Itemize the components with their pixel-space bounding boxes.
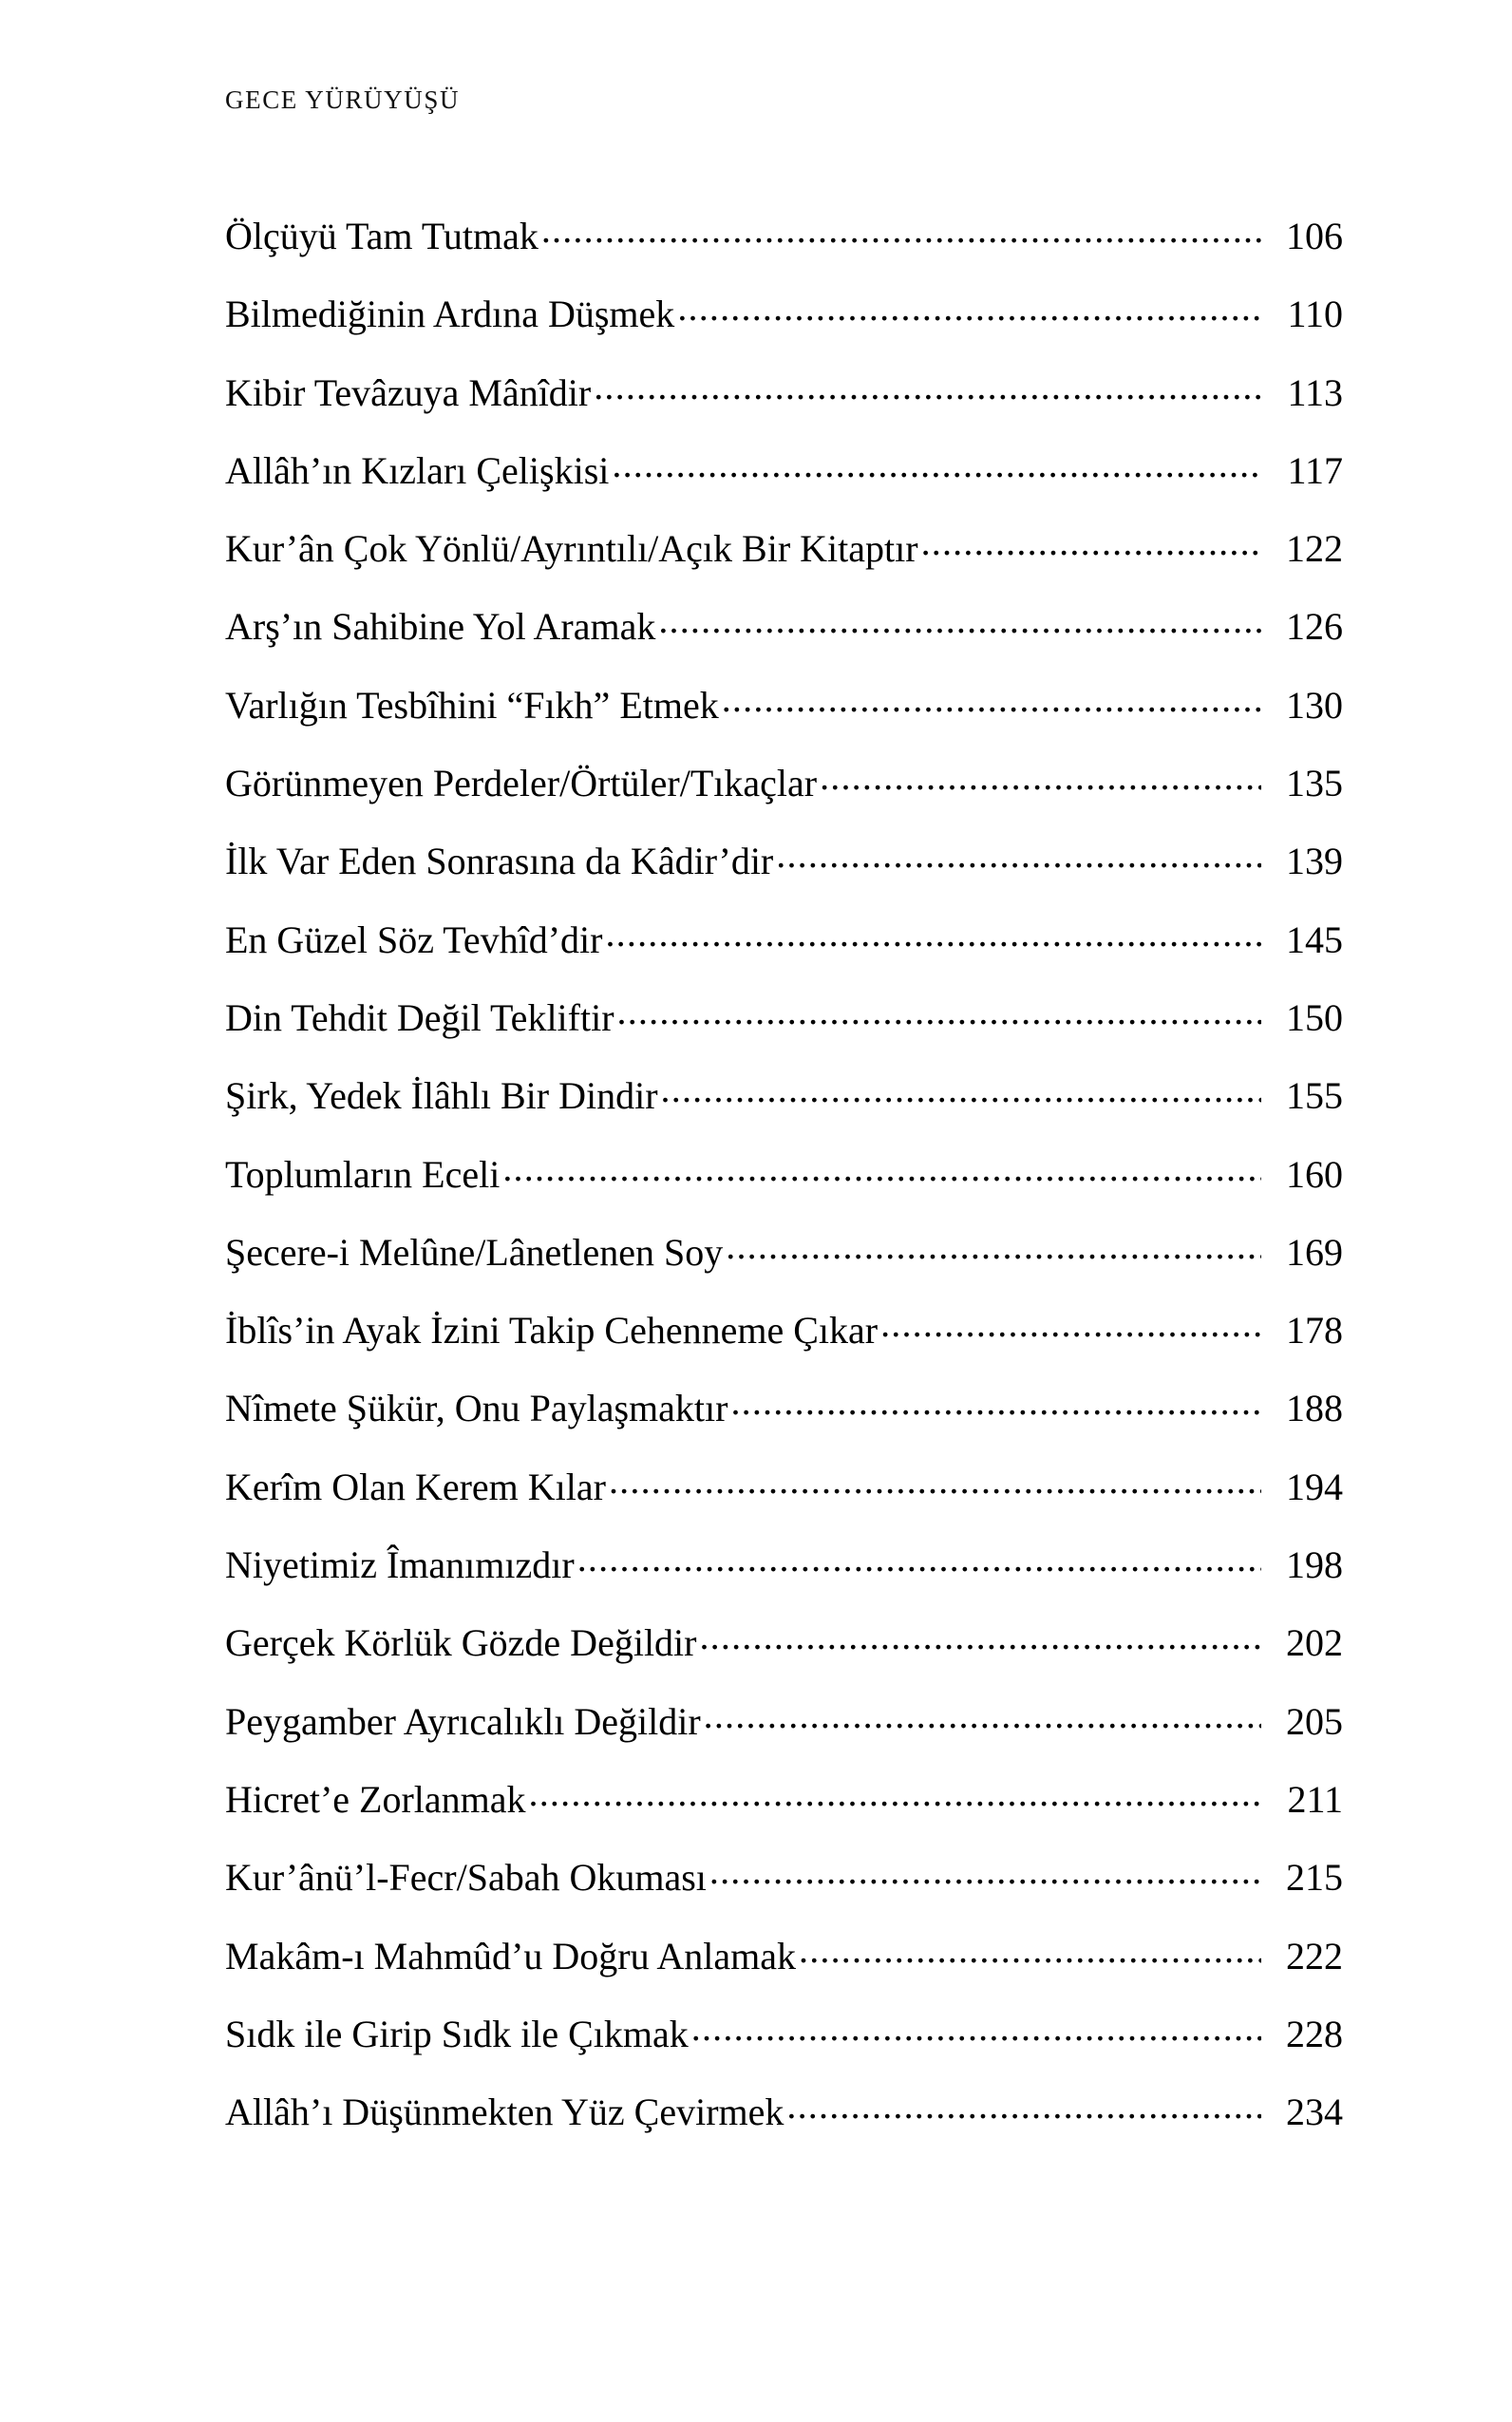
toc-entry[interactable] — [225, 1383, 1343, 1461]
toc-entry[interactable] — [225, 2009, 1343, 2087]
toc-entry-title: Nîmete Şükür, Onu Paylaşmaktır — [225, 1387, 728, 1430]
toc-dot-leader — [776, 836, 1261, 874]
toc-entry-page-number: 110 — [1287, 293, 1343, 336]
toc-entry-title: İblîs’in Ayak İzini Takip Cehenneme Çıkar — [225, 1309, 879, 1353]
toc-entry-page-number: 126 — [1286, 605, 1343, 649]
toc-dot-leader — [704, 1696, 1261, 1734]
toc-entry-title: Niyetimiz Îmanımızdır — [225, 1543, 575, 1587]
toc-entry[interactable] — [225, 289, 1343, 367]
toc-entry[interactable] — [225, 1305, 1343, 1383]
toc-entry[interactable] — [225, 680, 1343, 758]
toc-entry[interactable] — [225, 993, 1343, 1070]
toc-entry-title: Hicret’e Zorlanmak — [225, 1777, 526, 1821]
toc-entry[interactable] — [225, 1774, 1343, 1852]
toc-dot-leader — [691, 2009, 1261, 2047]
toc-dot-leader — [605, 915, 1261, 953]
toc-dot-leader — [880, 1305, 1261, 1343]
toc-dot-leader — [502, 1149, 1261, 1187]
toc-entry-title: Bilmediğinin Ardına Düşmek — [225, 293, 675, 336]
toc-entry[interactable] — [225, 2087, 1343, 2165]
toc-entry[interactable] — [225, 1618, 1343, 1695]
toc-entry-page-number: 113 — [1287, 370, 1343, 414]
toc-entry-title: Şirk, Yedek İlâhlı Bir Dindir — [225, 1074, 658, 1118]
toc-entry-title: Allâh’ın Kızları Çelişkisi — [225, 448, 610, 492]
toc-entry-page-number: 198 — [1286, 1543, 1343, 1587]
toc-entry[interactable] — [225, 1227, 1343, 1305]
toc-dot-leader — [799, 1931, 1261, 1969]
toc-dot-leader — [529, 1774, 1261, 1812]
toc-entry-title: Kur’ânü’l-Fecr/Sabah Okuması — [225, 1856, 707, 1900]
toc-entry-page-number: 215 — [1286, 1856, 1343, 1900]
toc-entry-title: Sıdk ile Girip Sıdk ile Çıkmak — [225, 2012, 689, 2055]
toc-dot-leader — [726, 1227, 1261, 1265]
toc-entry[interactable] — [225, 1070, 1343, 1148]
toc-dot-leader — [594, 368, 1261, 406]
toc-entry[interactable] — [225, 1149, 1343, 1227]
toc-dot-leader — [722, 680, 1261, 718]
toc-entry-title: Makâm-ı Mahmûd’u Doğru Anlamak — [225, 1934, 796, 1977]
toc-entry[interactable] — [225, 1540, 1343, 1618]
toc-entry[interactable] — [225, 211, 1343, 289]
toc-entry[interactable] — [225, 523, 1343, 601]
table-of-contents — [225, 211, 1343, 2165]
toc-entry-page-number: 145 — [1286, 918, 1343, 961]
toc-entry-title: Kibir Tevâzuya Mânîdir — [225, 370, 592, 414]
toc-entry-page-number: 211 — [1287, 1777, 1343, 1821]
toc-entry-page-number: 222 — [1286, 1934, 1343, 1977]
toc-entry-page-number: 160 — [1286, 1152, 1343, 1196]
toc-dot-leader — [730, 1383, 1261, 1421]
toc-entry-page-number: 205 — [1286, 1699, 1343, 1743]
toc-entry-title: İlk Var Eden Sonrasına da Kâdir’dir — [225, 840, 774, 883]
toc-dot-leader — [677, 289, 1261, 327]
toc-entry-title: Ölçüyü Tam Tutmak — [225, 215, 539, 257]
toc-dot-leader — [699, 1618, 1261, 1656]
toc-entry[interactable] — [225, 445, 1343, 523]
toc-entry[interactable] — [225, 1931, 1343, 2009]
toc-dot-leader — [577, 1540, 1261, 1578]
toc-entry-title: Gerçek Körlük Gözde Değildir — [225, 1621, 697, 1665]
toc-entry-page-number: 150 — [1286, 995, 1343, 1039]
toc-dot-leader — [658, 601, 1261, 639]
toc-entry-page-number: 117 — [1287, 448, 1343, 492]
toc-entry-title: Toplumların Eceli — [225, 1152, 501, 1196]
toc-dot-leader — [786, 2087, 1261, 2125]
toc-entry-page-number: 188 — [1286, 1387, 1343, 1430]
toc-entry-page-number: 130 — [1286, 683, 1343, 727]
toc-entry-title: En Güzel Söz Tevhîd’dir — [225, 918, 603, 961]
toc-dot-leader — [609, 1462, 1261, 1500]
toc-entry-page-number: 194 — [1286, 1465, 1343, 1508]
toc-entry-page-number: 178 — [1286, 1309, 1343, 1353]
toc-entry[interactable] — [225, 368, 1343, 445]
toc-entry-page-number: 135 — [1286, 762, 1343, 805]
toc-entry[interactable] — [225, 915, 1343, 993]
toc-entry[interactable] — [225, 1696, 1343, 1774]
toc-entry-title: Kerîm Olan Kerem Kılar — [225, 1465, 606, 1508]
toc-entry-title: Görünmeyen Perdeler/Örtüler/Tıkaçlar — [225, 762, 818, 805]
toc-entry[interactable] — [225, 1462, 1343, 1540]
toc-entry-page-number: 228 — [1286, 2012, 1343, 2055]
toc-entry-page-number: 106 — [1286, 215, 1343, 257]
toc-dot-leader — [921, 523, 1261, 561]
toc-entry-title: Din Tehdit Değil Tekliftir — [225, 995, 614, 1039]
toc-entry-page-number: 169 — [1286, 1230, 1343, 1274]
toc-dot-leader — [661, 1070, 1261, 1108]
toc-entry-title: Peygamber Ayrıcalıklı Değildir — [225, 1699, 701, 1743]
toc-entry-page-number: 122 — [1286, 527, 1343, 571]
toc-entry-title: Arş’ın Sahibine Yol Aramak — [225, 605, 656, 649]
toc-dot-leader — [612, 445, 1261, 483]
toc-dot-leader — [820, 758, 1261, 796]
running-header: GECE YÜRÜYÜŞÜ — [225, 85, 461, 114]
toc-entry-title: Varlığın Tesbîhini “Fıkh” Etmek — [225, 683, 719, 727]
toc-entry[interactable] — [225, 601, 1343, 679]
toc-entry-title: Kur’ân Çok Yönlü/Ayrıntılı/Açık Bir Kitaptır — [225, 527, 918, 571]
toc-dot-leader — [709, 1852, 1261, 1890]
toc-entry[interactable] — [225, 758, 1343, 836]
toc-entry-title: Şecere-i Melûne/Lânetlenen Soy — [225, 1230, 724, 1274]
toc-entry[interactable] — [225, 836, 1343, 914]
toc-dot-leader — [617, 993, 1261, 1031]
toc-entry-title: Allâh’ı Düşünmekten Yüz Çevirmek — [225, 2091, 784, 2134]
toc-entry-page-number: 234 — [1286, 2091, 1343, 2134]
toc-entry-page-number: 202 — [1286, 1621, 1343, 1665]
toc-dot-leader — [541, 211, 1261, 249]
toc-entry[interactable] — [225, 1852, 1343, 1930]
toc-entry-page-number: 155 — [1286, 1074, 1343, 1118]
toc-entry-page-number: 139 — [1286, 840, 1343, 883]
